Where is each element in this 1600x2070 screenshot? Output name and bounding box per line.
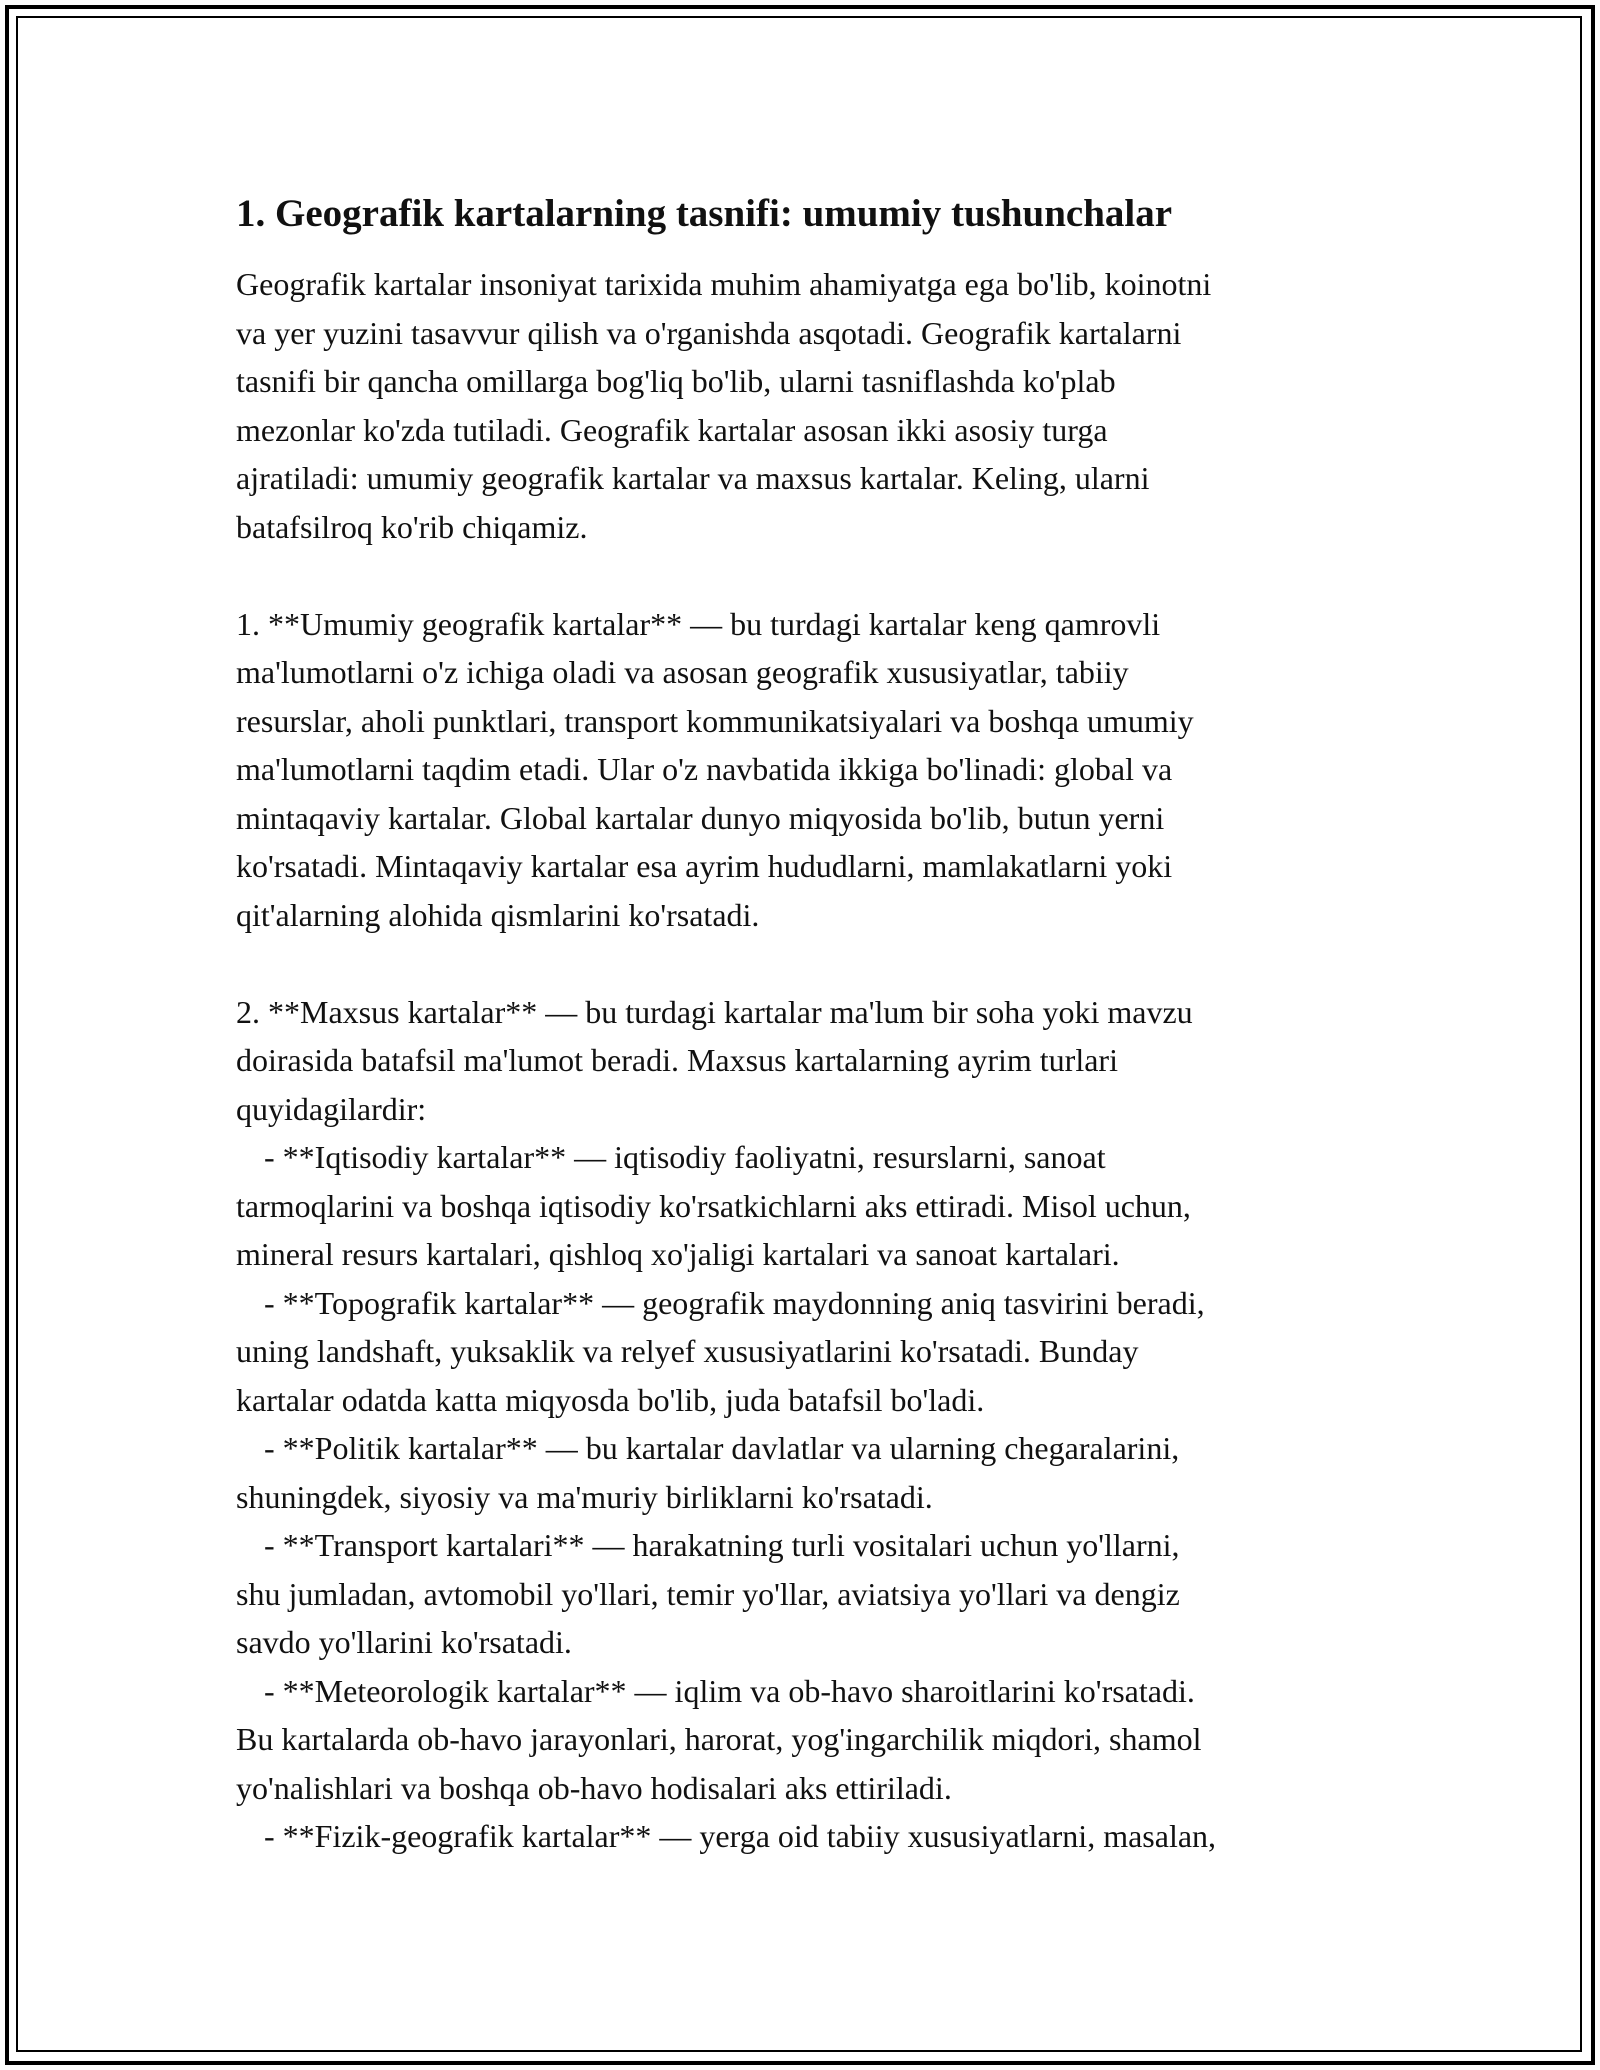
text-line: Geografik kartalar insoniyat tarixida muhim ahamiyatga ega bo'lib, koinotni [236,266,1212,302]
text-line: ajratiladi: umumiy geografik kartalar va maxsus kartalar. Keling, ularni [236,460,1150,496]
list-item-fizik [236,1812,1396,1861]
text-line: - **Fizik-geografik kartalar** — yerga oid tabiiy xususiyatlarni, masalan, [264,1818,1217,1854]
text-line: - **Meteorologik kartalar** — iqlim va ob-havo sharoitlarini ko'rsatadi. [264,1672,1195,1709]
general-maps-paragraph [236,600,1396,940]
text-line: ma'lumotlarni taqdim etadi. Ular o'z navbatida ikkiga bo'linadi: global va [236,751,1173,787]
text-line: mineral resurs kartalari, qishloq xo'jaligi kartalari va sanoat kartalari. [236,1236,1120,1272]
text-line: va yer yuzini tasavvur qilish va o'rganishda asqotadi. Geografik kartalarni [236,314,1182,351]
text-line: qit'alarning alohida qismlarini ko'rsatadi. [236,896,760,933]
list-item-topografik [236,1279,1396,1425]
text-line: quyidagilardir: [236,1090,427,1127]
text-line: - **Politik kartalar** — bu kartalar davlatlar va ularning chegaralarini, [264,1430,1180,1466]
list-item-politik [236,1424,1396,1521]
special-maps-paragraph [236,988,1396,1861]
text-line: doirasida batafsil ma'lumot beradi. Maxsus kartalarning ayrim turlari [236,1042,1118,1078]
intro-paragraph [236,260,1396,551]
text-line: tasnifi bir qancha omillarga bog'liq bo'lib, ularni tasniflashda ko'plab [236,363,1116,399]
paragraph-gap [236,551,1396,600]
list-item-transport [236,1521,1396,1667]
text-line: shu jumladan, avtomobil yo'llari, temir yo'llar, aviatsiya yo'llari va dengiz [236,1575,1180,1612]
text-line: mezonlar ko'zda tutiladi. Geografik kartalar asosan ikki asosiy turga [236,411,1108,448]
text-line: uning landshaft, yuksaklik va relyef xususiyatlarini ko'rsatadi. Bunday [236,1333,1139,1369]
text-line: resurslar, aholi punktlari, transport kommunikatsiyalari va boshqa umumiy [236,702,1194,739]
text-line: - **Topografik kartalar** — geografik maydonning aniq tasvirini beradi, [264,1284,1205,1321]
text-line: 2. **Maxsus kartalar** — bu turdagi kartalar ma'lum bir soha yoki mavzu [236,993,1193,1030]
text-line: - **Transport kartalari** — harakatning turli vositalari uchun yo'llarni, [264,1527,1180,1563]
text-line: yo'nalishlari va boshqa ob-havo hodisalari aks ettiriladi. [236,1769,952,1806]
text-line: shuningdek, siyosiy va ma'muriy birliklarni ko'rsatadi. [236,1478,933,1515]
document-body [236,186,1396,1861]
text-line: ma'lumotlarni o'z ichiga oladi va asosan geografik xususiyatlar, tabiiy [236,654,1129,690]
text-line: batafsilroq ko'rib chiqamiz. [236,508,588,545]
text-line: ko'rsatadi. Mintaqaviy kartalar esa ayrim hududlarni, mamlakatlarni yoki [236,848,1173,884]
text-line: - **Iqtisodiy kartalar** — iqtisodiy faoliyatni, resurslarni, sanoat [264,1139,1106,1175]
text-line: savdo yo'llarini ko'rsatadi. [236,1624,572,1660]
section-heading: 1. Geografik kartalarning tasnifi: umumiy tushunchalar [236,192,1173,235]
text-line: mintaqaviy kartalar. Global kartalar dunyo miqyosida bo'lib, butun yerni [236,799,1165,836]
list-item-meteorologik [236,1667,1396,1813]
text-line: Bu kartalarda ob-havo jarayonlari, harorat, yog'ingarchilik miqdori, shamol [236,1721,1202,1757]
text-line: tarmoqlarini va boshqa iqtisodiy ko'rsatkichlarni aks ettiradi. Misol uchun, [236,1187,1191,1224]
list-item-iqtisodiy [236,1133,1396,1279]
text-line: 1. **Umumiy geografik kartalar** — bu turdagi kartalar keng qamrovli [236,605,1161,642]
text-line: kartalar odatda katta miqyosda bo'lib, juda batafsil bo'ladi. [236,1381,985,1418]
paragraph-gap [236,939,1396,988]
